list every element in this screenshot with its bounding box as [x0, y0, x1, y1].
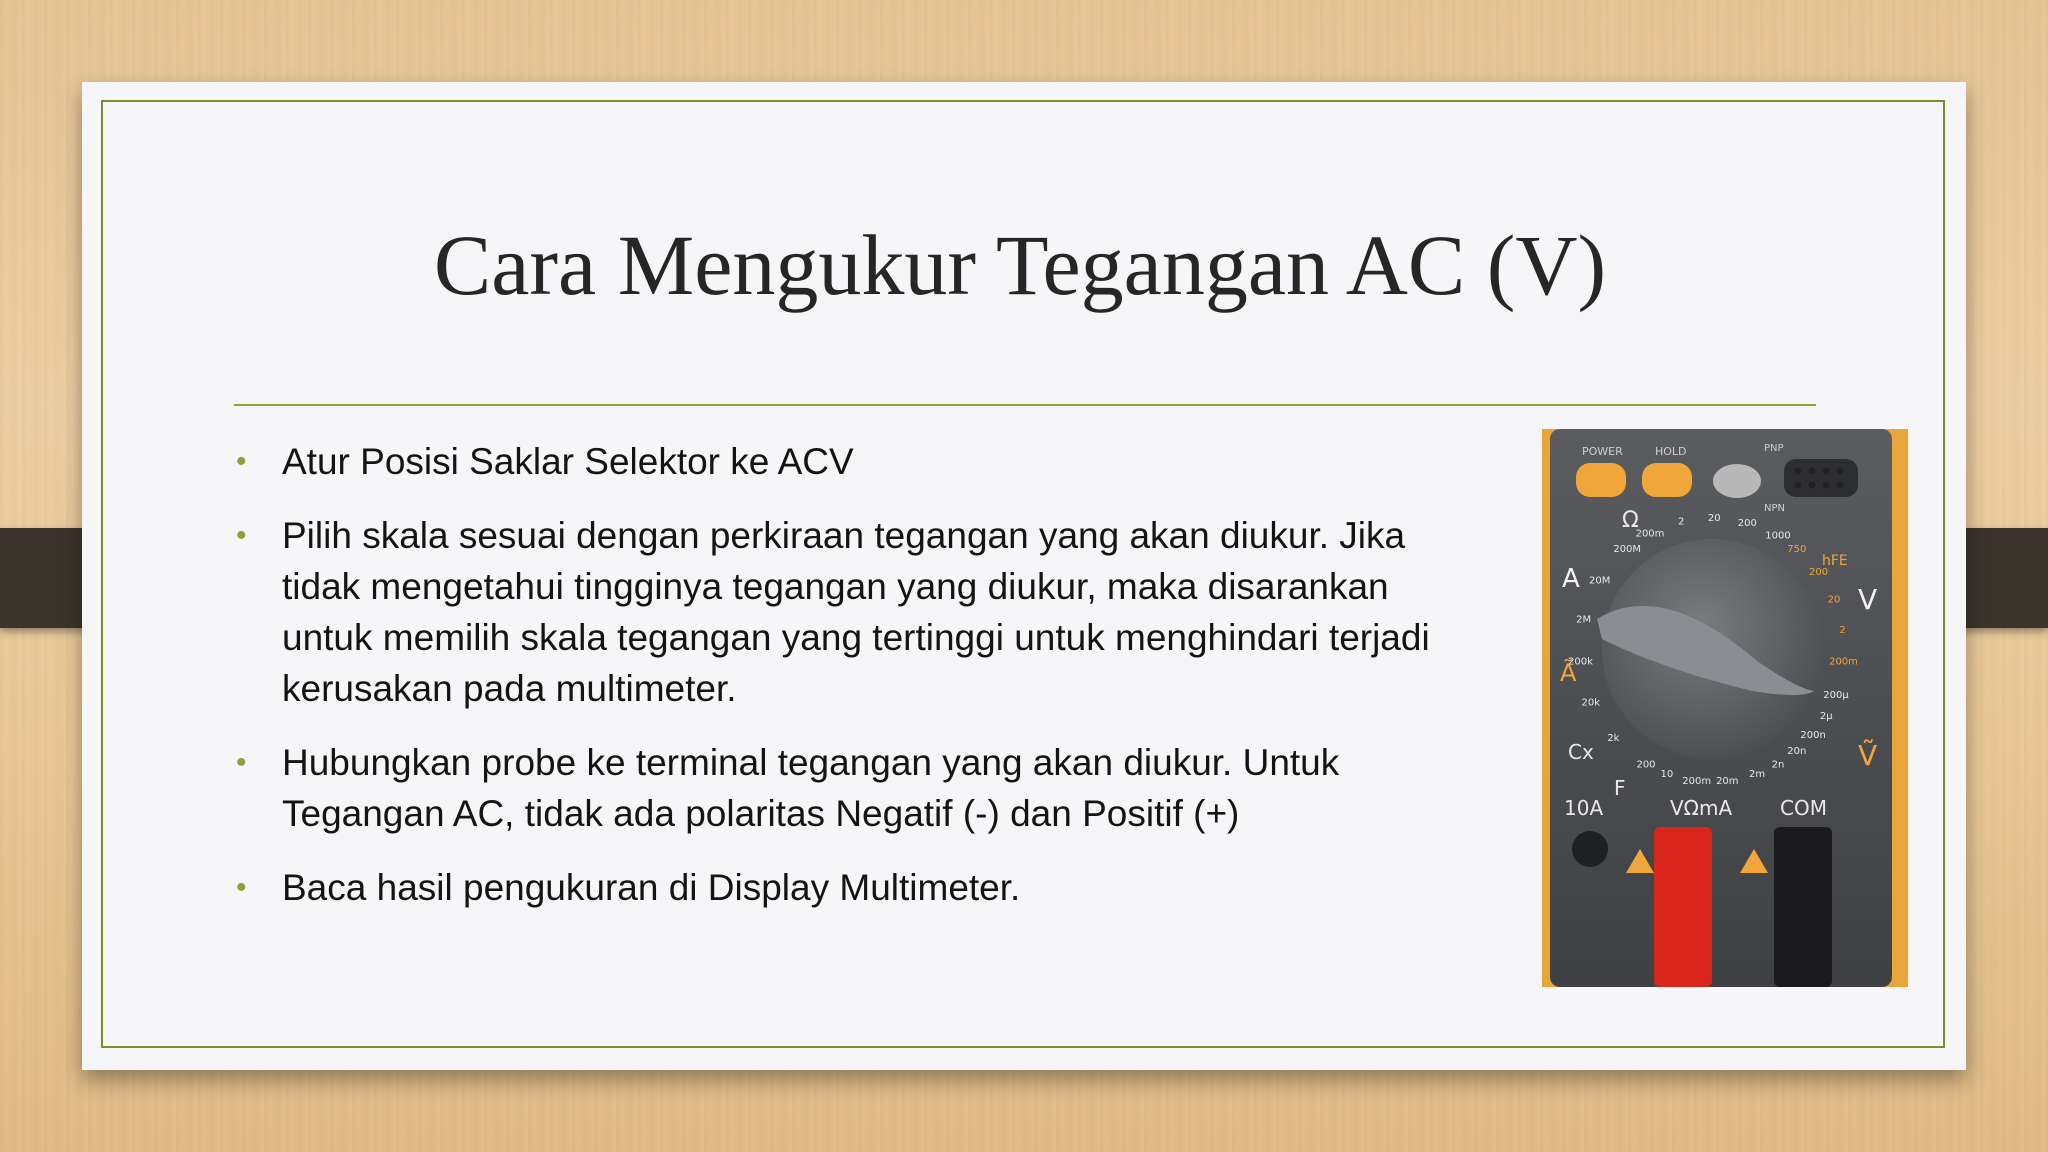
bullet-dot-icon: •	[236, 871, 247, 904]
hold-label: HOLD	[1655, 445, 1687, 458]
bullet-item	[234, 436, 1464, 487]
dial-scale-label-dcv: 200	[1737, 517, 1757, 529]
v-dc-label: V	[1858, 583, 1878, 616]
power-button	[1576, 463, 1626, 497]
slide-title: Cara Mengukur Tegangan AC (V)	[433, 217, 1607, 313]
dial-scale-label-ohm: 2M	[1576, 614, 1592, 626]
dial-scale-label-amps: 20m	[1716, 776, 1739, 788]
amp-ac-label: Ã	[1560, 659, 1577, 687]
title-divider	[234, 404, 1816, 406]
dial-scale-label-amps: 200m	[1682, 776, 1712, 788]
pnp-label: PNP	[1764, 443, 1784, 454]
dial-scale-label-ohm: 200k	[1568, 656, 1593, 668]
dial-scale-label-dcv: 2	[1678, 516, 1685, 528]
dial-scale-label-acv: 20	[1827, 594, 1841, 606]
backlight-button-icon	[1713, 464, 1761, 498]
dial-scale-label-cap: 2n	[1771, 759, 1785, 771]
terminal-vohm-label: VΩmA	[1670, 796, 1733, 820]
transistor-socket	[1784, 459, 1858, 497]
dial-scale-label-acv: 200m	[1829, 656, 1858, 668]
dial-scale-label-cap: 2µ	[1819, 711, 1833, 722]
bullet-dot-icon: •	[236, 519, 247, 552]
dial-scale-label-dcv: 200m	[1635, 528, 1665, 540]
hold-button	[1642, 463, 1692, 497]
dial-scale-label-ohm: 200M	[1613, 543, 1642, 555]
amp-dc-label: A	[1562, 564, 1580, 594]
dial-scale-label-ohm: 20k	[1581, 697, 1601, 709]
bullet-item	[234, 737, 1464, 839]
dial-scale-label-amps: 10	[1660, 769, 1674, 780]
dial-scale-label-acv: 750	[1787, 543, 1807, 555]
dial-scale-label-ohm: 20M	[1589, 575, 1611, 587]
black-probe-plug	[1774, 827, 1832, 987]
dial-scale-label-ohm: 200	[1636, 759, 1656, 771]
bullet-item	[234, 510, 1464, 714]
dial-scale-label-acv: 2	[1839, 624, 1846, 636]
bullet-text: Atur Posisi Saklar Selektor ke ACV	[282, 441, 854, 482]
bullet-text: Baca hasil pengukuran di Display Multimeter.	[282, 867, 1021, 908]
dial-scale-label-dcv: 20	[1707, 513, 1721, 524]
dial-scale-label-acv: 200	[1808, 566, 1829, 578]
dial-scale-label-ohm: 2k	[1607, 732, 1620, 744]
dial-scale-label-cap: 200µ	[1823, 690, 1849, 702]
npn-label: NPN	[1764, 503, 1785, 514]
dial-scale-label-cap: 20n	[1787, 746, 1807, 758]
hfe-label: hFE	[1822, 553, 1848, 569]
farad-label: F	[1614, 776, 1626, 800]
bullet-item	[234, 862, 1464, 913]
ohm-symbol: Ω	[1622, 508, 1639, 533]
v-ac-label: Ṽ	[1858, 739, 1878, 772]
dial-scale-label-dcv: 1000	[1765, 530, 1791, 542]
bullet-dot-icon: •	[236, 746, 247, 779]
dial-scale-label-amps: 2m	[1749, 769, 1766, 780]
bullet-text: Pilih skala sesuai dengan perkiraan tegangan yang akan diukur. Jika tidak mengetahui tingginya tegangan yang diukur, maka disarankan untuk memilih skala tegangan yang tertinggi untuk menghindari terjadi kerusakan pada multimeter.	[282, 515, 1430, 709]
multimeter-photo	[1542, 429, 1908, 987]
terminal-10a-jack	[1572, 831, 1608, 867]
red-probe-plug	[1654, 827, 1712, 987]
bullet-dot-icon: •	[236, 445, 247, 478]
bullet-list	[234, 436, 1464, 936]
terminal-10a-label: 10A	[1564, 796, 1604, 820]
dial-scale-label-cap: 200n	[1800, 729, 1826, 741]
terminal-com-label: COM	[1780, 796, 1827, 820]
bullet-text: Hubungkan probe ke terminal tegangan yang akan diukur. Untuk Tegangan AC, tidak ada polaritas Negatif (-) dan Positif (+)	[282, 742, 1340, 834]
cx-label: Cx	[1568, 740, 1594, 764]
power-label: POWER	[1582, 445, 1623, 458]
